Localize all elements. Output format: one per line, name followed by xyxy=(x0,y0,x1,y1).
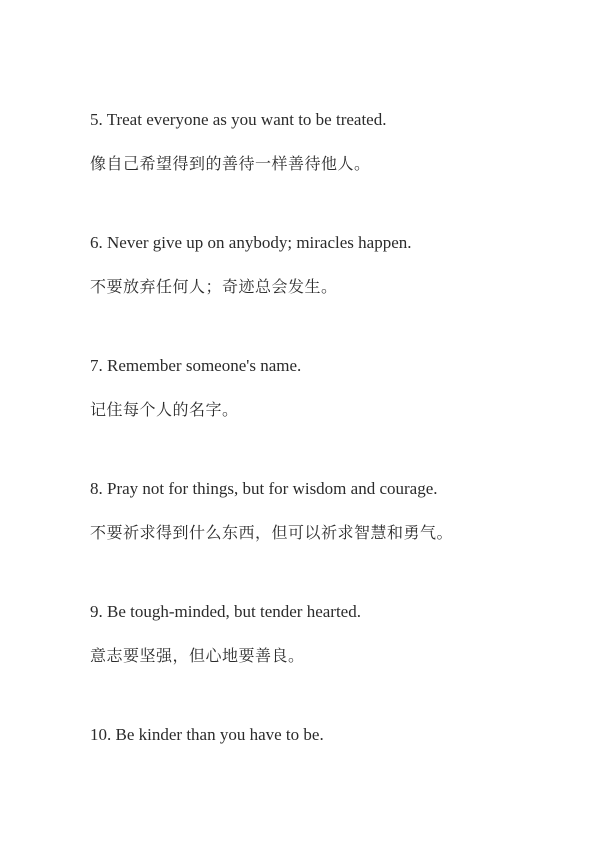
item-9-english: 9. Be tough-minded, but tender hearted. xyxy=(90,602,361,621)
item-6-english: 6. Never give up on anybody; miracles happen. xyxy=(90,233,412,252)
item-7-english: 7. Remember someone's name. xyxy=(90,356,302,375)
item-10-english: 10. Be kinder than you have to be. xyxy=(90,725,324,744)
item-5-english: 5. Treat everyone as you want to be treated. xyxy=(90,110,387,129)
item-8-english: 8. Pray not for things, but for wisdom and courage. xyxy=(90,479,438,498)
item-8-chinese: 不要祈求得到什么东西，但可以祈求智慧和勇气。 xyxy=(90,523,454,542)
item-7-chinese: 记住每个人的名字。 xyxy=(90,400,239,419)
item-5-chinese: 像自己希望得到的善待一样善待他人。 xyxy=(90,154,371,173)
item-6-chinese: 不要放弃任何人；奇迹总会发生。 xyxy=(90,277,338,296)
item-9-chinese: 意志要坚强，但心地要善良。 xyxy=(90,646,305,665)
